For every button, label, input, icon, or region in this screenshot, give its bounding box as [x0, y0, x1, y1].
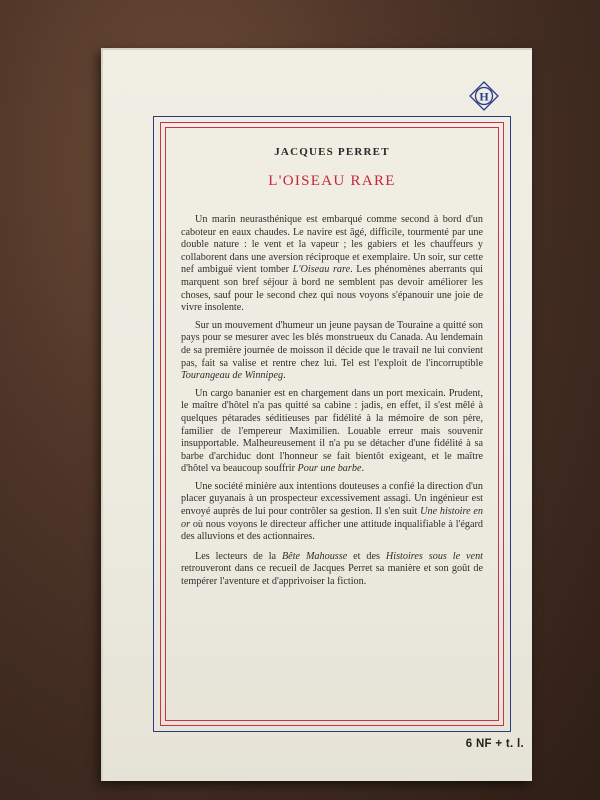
- publisher-logo-icon: [469, 81, 499, 111]
- italic-title-ref: L'Oiseau rare: [292, 264, 351, 276]
- logo-letter: H: [479, 89, 489, 104]
- italic-title-ref: Histoires sous le vent: [385, 550, 483, 562]
- italic-title-ref: Bête Mahousse: [281, 550, 348, 562]
- blurb-paragraph: [181, 551, 483, 589]
- italic-title-ref: Tourangeau de Winnipeg: [181, 370, 284, 382]
- blurb-run: Un cargo bananier est en chargement dans un port mexicain. Prudent, le maître d'hôtel n'a pas quitté sa cabine : jadis, en effet, il s'est mêlé à quelques pétarades séditieuses par fidélité à la mémoire de son père, familier de l'empereur Maximilien. Louable erreur mais souvenir insupportable. Malheureusement il n'a pu se détacher d'une fidélité à sa barbe d'archiduc dont l'honneur se fait bientôt exigeant, et le maître d'hôtel va beaucoup souffrir: [181, 387, 483, 475]
- blurb-run: . Les phénomènes aberrants qui marquent son bref séjour à bord ne semblent pas devoir améliorer les choses, sauf pour le second chez qui nous voyons s'épanouir une joie de vivre insolente.: [181, 264, 483, 314]
- blurb-run: où nous voyons le directeur afficher une attitude inqualifiable à l'égard des alluvions et des actionnaires.: [181, 518, 483, 543]
- blurb-paragraph: [181, 320, 483, 383]
- blurb-run: Sur un mouvement d'humeur un jeune paysan de Touraine a quitté son pays pour se mesurer avec les blés monstrueux du Canada. Au lendemain de sa première journée de moisson il décide que le travail ne lui convient pas, fait sa valise et rentre chez lui. Tel est l'exploit de l'incorruptible: [181, 319, 483, 369]
- italic-title-ref: Pour une barbe: [297, 463, 362, 475]
- book-title: L'OISEAU RARE: [268, 173, 396, 189]
- price-label: 6 NF + t. l.: [465, 738, 524, 750]
- blurb-run: retrouveront dans ce recueil de Jacques Perret sa manière et son goût de tempérer l'aventure et d'apprivoiser la fiction.: [181, 563, 483, 588]
- author-name: JACQUES PERRET: [274, 146, 390, 158]
- blurb-run: et des: [347, 550, 386, 562]
- blurb-paragraph: [181, 214, 483, 315]
- blurb-run: Les lecteurs de la: [195, 550, 282, 562]
- blurb-paragraph: [181, 481, 483, 544]
- blurb-run: .: [361, 463, 365, 475]
- blurb-run: Un marin neurasthénique est embarqué comme second à bord d'un caboteur en eaux chaudes. Le navire est âgé, difficile, tourmenté par une double nature : le vent et la vapeur ; les gabiers et les chauffeurs y collaborent dans une aversion réciproque et exemplaire. Un soir, sur cette nef ambiguë vient tomber: [181, 214, 483, 276]
- book-back-cover: [101, 48, 532, 781]
- blurb-run: Une société minière aux intentions douteuses a confié la direction d'un placer guyanais à un prospecteur excessivement assagi. Un ingénieur est envoyé auprès de lui pour contrôler sa gestion. Il s'en suit: [181, 480, 483, 518]
- blurb-run: .: [283, 370, 286, 382]
- italic-title-ref: Une histoire en or: [181, 506, 484, 530]
- blurb-paragraph: [181, 388, 483, 476]
- blurb-text: [181, 214, 483, 594]
